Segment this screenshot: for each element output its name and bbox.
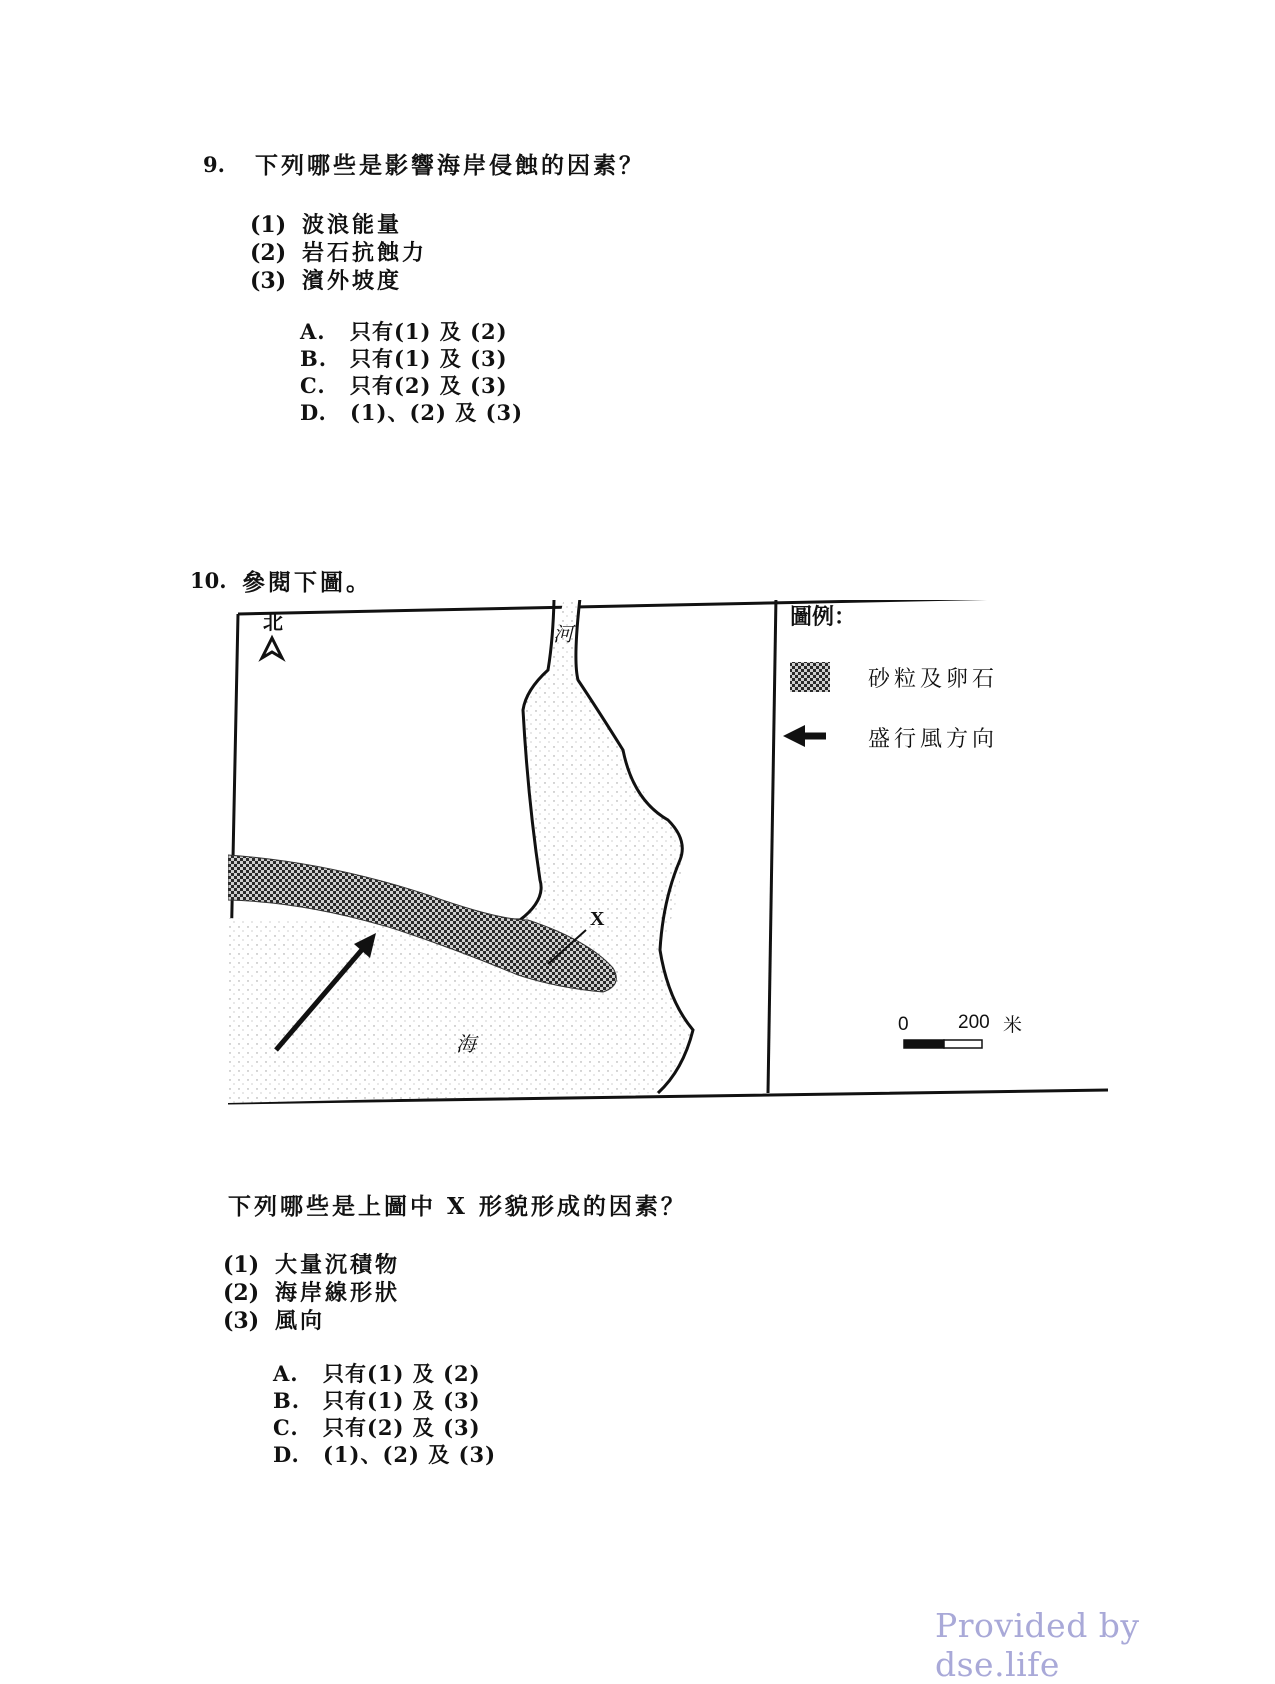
q9-number: 9. bbox=[203, 152, 225, 177]
scale-zero-label: 0 bbox=[898, 1014, 909, 1035]
legend-title: 圖例： bbox=[790, 604, 857, 630]
q9-statement-1: (1) 波浪能量 bbox=[250, 212, 403, 238]
coastal-map-figure bbox=[228, 600, 1168, 1149]
legend-divider bbox=[768, 600, 776, 1093]
q9-option-b[interactable]: B. 只有(1) 及 (3) bbox=[300, 346, 508, 371]
scale-bar-black bbox=[904, 1040, 944, 1048]
q9-question: 下列哪些是影響海岸侵蝕的因素？ bbox=[255, 152, 645, 179]
q10-option-b[interactable]: B. 只有(1) 及 (3) bbox=[273, 1388, 481, 1413]
q10-statement-1: (1) 大量沉積物 bbox=[223, 1252, 401, 1278]
scale-unit-label: 米 bbox=[1003, 1014, 1023, 1036]
q9-option-d[interactable]: D. (1)、(2) 及 (3) bbox=[300, 400, 524, 425]
feature-x-label: X bbox=[590, 908, 605, 930]
q10-option-a[interactable]: A. 只有(1) 及 (2) bbox=[273, 1361, 481, 1386]
q9-option-c[interactable]: C. 只有(2) 及 (3) bbox=[300, 373, 508, 398]
river-label: 河 bbox=[553, 622, 573, 646]
q10-option-c[interactable]: C. 只有(2) 及 (3) bbox=[273, 1415, 481, 1440]
scale-value-label: 200 bbox=[958, 1012, 990, 1033]
provided-by-footer[interactable]: Provided by dse.life bbox=[935, 1606, 1140, 1684]
q9-statement-2: (2) 岩石抗蝕力 bbox=[250, 240, 428, 266]
q9-option-a[interactable]: A. 只有(1) 及 (2) bbox=[300, 319, 508, 344]
sea-label: 海 bbox=[456, 1032, 476, 1056]
north-arrow-icon bbox=[262, 638, 282, 658]
legend-wind-text: 盛行風方向 bbox=[868, 727, 999, 752]
q10-number: 10. bbox=[190, 568, 227, 593]
coastal-map-svg bbox=[228, 600, 1168, 1145]
q10-intro: 參閱下圖。 bbox=[242, 569, 372, 596]
q9-statement-3: (3) 濱外坡度 bbox=[250, 268, 403, 294]
gravel-pattern-swatch bbox=[790, 662, 830, 692]
q10-statement-2: (2) 海岸線形狀 bbox=[223, 1280, 401, 1306]
q10-statement-3: (3) 風向 bbox=[223, 1308, 326, 1334]
q10-question: 下列哪些是上圖中 X 形貌形成的因素？ bbox=[228, 1193, 687, 1220]
north-label: 北 bbox=[263, 610, 283, 634]
scale-bar-white bbox=[944, 1040, 982, 1048]
wind-arrow-icon-head bbox=[783, 725, 805, 747]
q10-option-d[interactable]: D. (1)、(2) 及 (3) bbox=[273, 1442, 497, 1467]
legend-gravel-text: 砂粒及卵石 bbox=[868, 667, 999, 692]
